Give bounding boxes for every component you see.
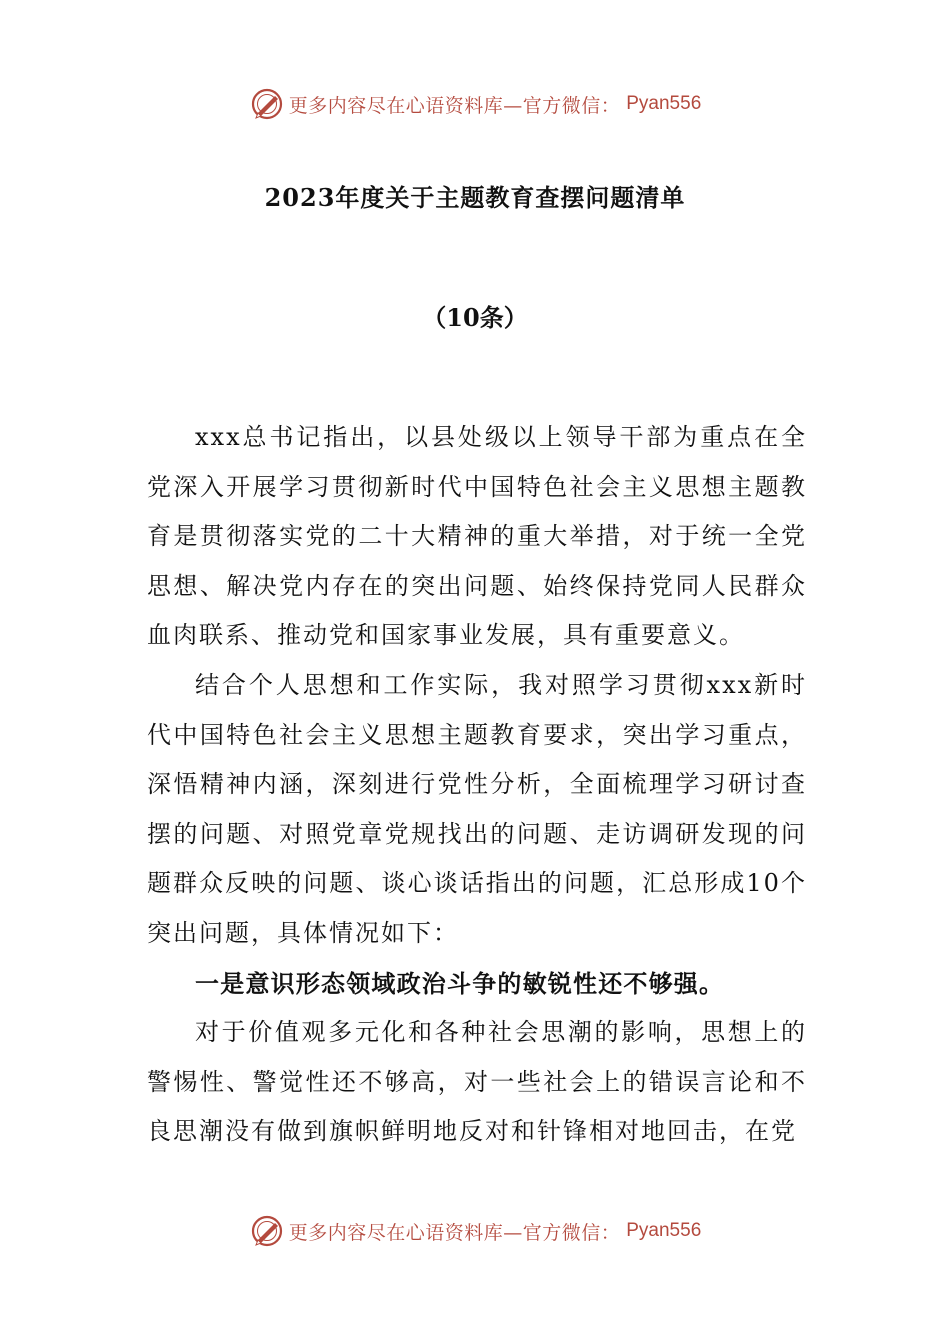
watermark-text: 更多内容尽在心语资料库—官方微信： [288,94,621,117]
watermark-banner-top [0,84,950,124]
document-title: 2023年度关于主题教育查摆问题清单 [264,183,686,212]
paragraph-summary: 结合个人思想和工作实际，我对照学习贯彻xxx新时代中国特色社会主义思想主题教育要求，突出学习重点，深悟精神内涵，深刻进行党性分析，全面梳理学习研讨查摆的问题、对照党章党规找出的问题、走访调研发现的问题群众反映的问题、谈心谈话指出的问题，汇总形成10个突出问题，具体情况如下： [147,670,807,947]
paragraph-section-1: 对于价值观多元化和各种社会思潮的影响，思想上的警惕性、警觉性还不够高，对一些社会上的错误言论和不良思潮没有做到旗帜鲜明地反对和针锋相对地回击，在党 [147,1018,807,1146]
watermark-wechat-id: Pyan556 [626,1220,702,1241]
pen-circle-logo-icon [249,1213,285,1249]
watermark-banner-bottom [0,1211,950,1251]
watermark-text: 更多内容尽在心语资料库—官方微信： [288,1221,621,1244]
paragraph-intro: xxx总书记指出，以县处级以上领导干部为重点在全党深入开展学习贯彻新时代中国特色社会主义思想主题教育是贯彻落实党的二十大精神的重大举措，对于统一全党思想、解决党内存在的突出问题、始终保持党同人民群众血肉联系、推动党和国家事业发展，具有重要意义。 [147,423,807,650]
document-body [147,413,807,1157]
document-subtitle: （10条） [422,303,528,332]
pen-circle-logo-icon [249,86,285,122]
section-heading-1: 一是意识形态领域政治斗争的敏锐性还不够强。 [195,968,725,998]
watermark-wechat-id: Pyan556 [626,93,702,114]
